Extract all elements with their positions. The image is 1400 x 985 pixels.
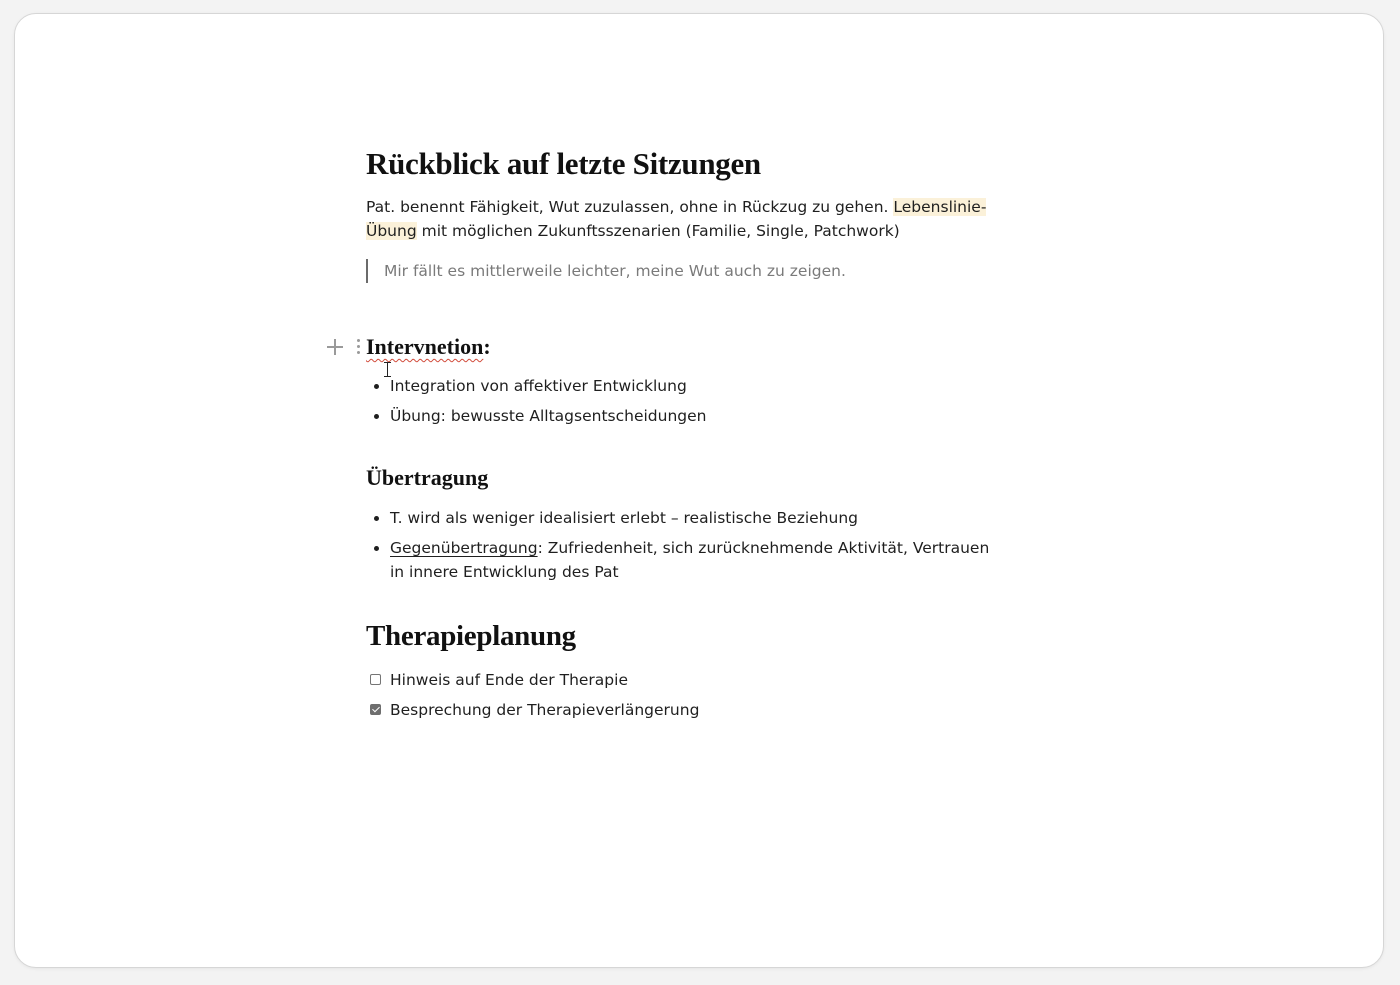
- bullet-icon: [374, 384, 379, 389]
- list-item[interactable]: [366, 374, 1006, 398]
- transfer-heading[interactable]: Übertragung: [366, 465, 489, 490]
- list-item[interactable]: [366, 506, 1006, 530]
- list-item-text: Übung: bewusste Alltagsentscheidungen: [390, 407, 707, 425]
- transfer-list: [366, 506, 1006, 590]
- intervention-list: [366, 374, 1006, 434]
- checkbox-unchecked[interactable]: [370, 674, 381, 685]
- list-item-text: : Zufriedenheit, sich zurücknehmende Aktivität, Vertrauen in innere Entwicklung des Pat: [390, 539, 990, 581]
- misspelled-word: Intervnetion: [366, 334, 484, 359]
- plus-icon[interactable]: [326, 338, 344, 356]
- task-label: Besprechung der Therapieverlängerung: [390, 701, 700, 719]
- drag-handle-icon[interactable]: [357, 339, 361, 355]
- linked-term[interactable]: Gegenübertragung: [390, 539, 538, 557]
- intervention-heading[interactable]: [366, 334, 491, 360]
- list-item-text: T. wird als weniger idealisiert erlebt – realistische Beziehung: [390, 509, 858, 527]
- intro-paragraph[interactable]: [366, 195, 991, 243]
- bullet-icon: [374, 516, 379, 521]
- checkbox-checked[interactable]: [370, 704, 381, 715]
- bullet-icon: [374, 546, 379, 551]
- block-handle: [326, 336, 366, 358]
- list-item[interactable]: [366, 404, 1006, 428]
- text-cursor-icon: [384, 362, 392, 378]
- page-title[interactable]: Rückblick auf letzte Sitzungen: [366, 146, 761, 181]
- planning-heading[interactable]: Therapieplanung: [366, 620, 576, 652]
- intro-text-after: mit möglichen Zukunftsszenarien (Familie, Single, Patchwork): [416, 222, 900, 240]
- intro-text: Pat. benennt Fähigkeit, Wut zuzulassen, ohne in Rückzug zu gehen.: [366, 198, 894, 216]
- task-label: Hinweis auf Ende der Therapie: [390, 671, 628, 689]
- list-item-text: Integration von affektiver Entwicklung: [390, 377, 687, 395]
- blockquote[interactable]: Mir fällt es mittlerweile leichter, meine Wut auch zu zeigen.: [366, 259, 846, 283]
- highlighted-text: Lebenslinie-Übung: [366, 198, 987, 240]
- bullet-icon: [374, 414, 379, 419]
- list-item[interactable]: [366, 536, 990, 584]
- heading-colon: :: [483, 334, 491, 359]
